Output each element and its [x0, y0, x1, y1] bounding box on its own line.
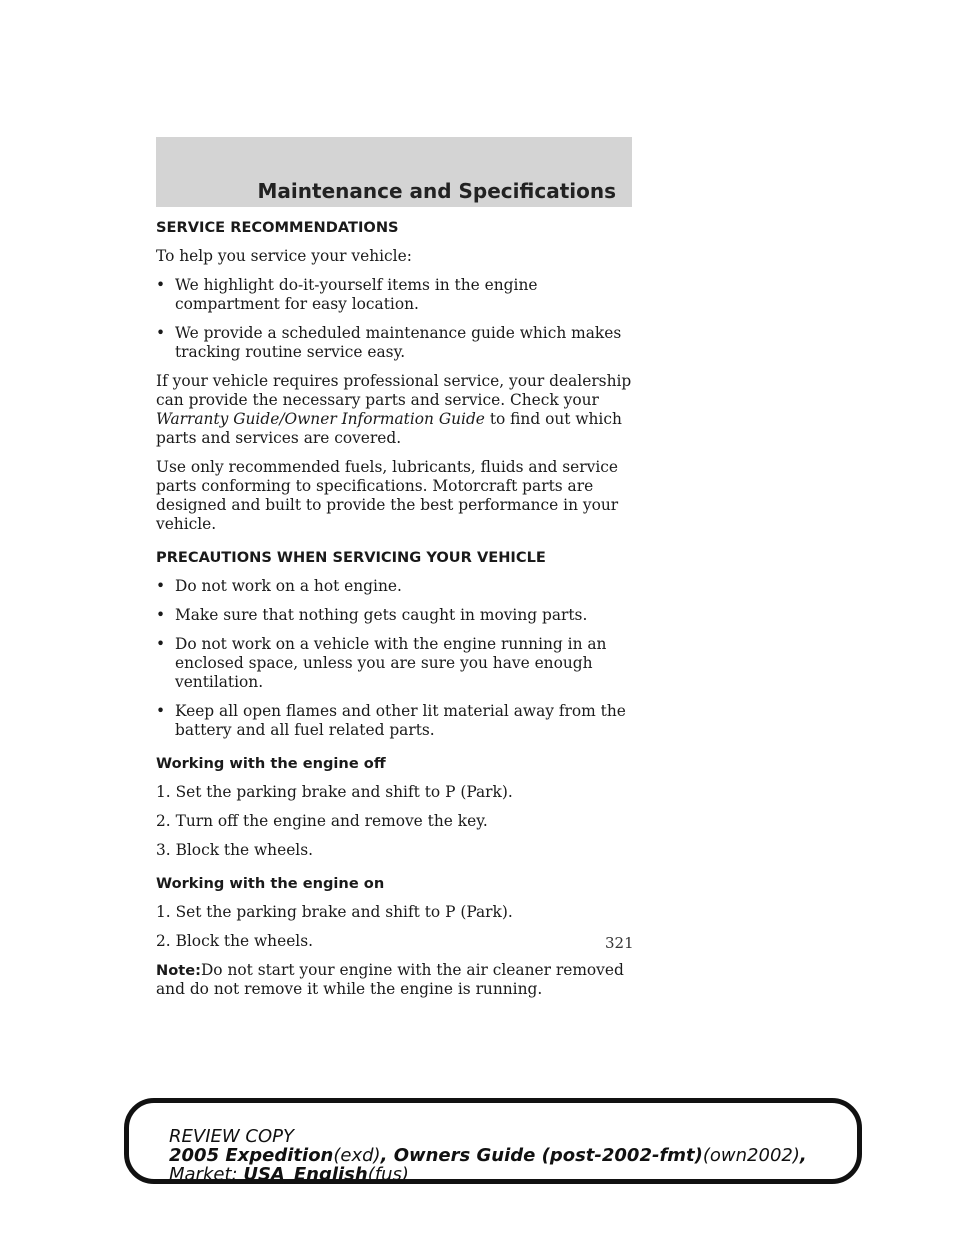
page-number: 321	[605, 934, 634, 952]
warranty-guide-reference: Warranty Guide/Owner Information Guide	[156, 410, 485, 428]
footer-guide: Owners Guide (post-2002-fmt)	[393, 1145, 703, 1166]
chapter-header-band	[156, 137, 632, 207]
service-intro: To help you service your vehicle:	[156, 247, 412, 265]
bullet-icon: •	[156, 324, 166, 342]
bullet-icon: •	[156, 276, 166, 294]
footer-review-copy: REVIEW COPY	[169, 1126, 294, 1147]
service-bullet-list	[156, 276, 636, 362]
list-item: • We provide a scheduled maintenance guide which makes tracking routine service easy.	[156, 324, 622, 361]
precautions-heading: PRECAUTIONS WHEN SERVICING YOUR VEHICLE	[156, 549, 546, 566]
footer-market-label: Market:	[169, 1164, 238, 1185]
review-copy-footer	[124, 1098, 862, 1184]
list-item: • We highlight do-it-yourself items in the engine compartment for easy location.	[156, 276, 538, 313]
bullet-icon: •	[156, 577, 166, 595]
list-item: • Do not work on a vehicle with the engine running in an enclosed space, unless you are sure you have enough ventilation.	[156, 635, 607, 691]
chapter-title: Maintenance and Specifications	[257, 179, 616, 203]
engine-off-heading: Working with the engine off	[156, 755, 386, 772]
bullet-icon: •	[156, 702, 166, 720]
service-paragraph-2: Use only recommended fuels, lubricants, fluids and service parts conforming to specifications. Motorcraft parts are designed and built to provide the best performance in your vehicle.	[156, 458, 619, 533]
page-content	[156, 218, 636, 1009]
engine-on-step-2: 2. Block the wheels.	[156, 932, 314, 950]
footer-market: USA_English	[243, 1164, 368, 1185]
precautions-bullet-list	[156, 577, 636, 740]
engine-on-heading: Working with the engine on	[156, 875, 385, 892]
list-item: • Do not work on a hot engine.	[156, 577, 402, 595]
engine-off-step-1: 1. Set the parking brake and shift to P (Park).	[156, 783, 513, 801]
engine-on-step-1: 1. Set the parking brake and shift to P (Park).	[156, 903, 513, 921]
list-item: • Make sure that nothing gets caught in moving parts.	[156, 606, 588, 624]
note-label: Note:	[156, 962, 201, 979]
bullet-icon: •	[156, 635, 166, 653]
engine-off-step-2: 2. Turn off the engine and remove the key.	[156, 812, 488, 830]
footer-model: 2005 Expedition	[169, 1145, 334, 1166]
service-paragraph-1: If your vehicle requires professional service, your dealership can provide the necessary parts and service. Check your Warranty Guide/Owner Information Guide to find out which parts and services are covered.	[156, 372, 632, 447]
bullet-icon: •	[156, 606, 166, 624]
service-heading: SERVICE RECOMMENDATIONS	[156, 219, 399, 236]
engine-off-step-3: 3. Block the wheels.	[156, 841, 314, 859]
list-item: • Keep all open flames and other lit material away from the battery and all fuel related parts.	[156, 702, 626, 739]
engine-on-note: Note:Do not start your engine with the air cleaner removed and do not remove it while the engine is running.	[156, 961, 624, 998]
footer-text: REVIEW COPY 2005 Expedition(exd), Owners Guide (post-2002-fmt)(own2002), Market: USA_English(fus)	[169, 1126, 807, 1185]
